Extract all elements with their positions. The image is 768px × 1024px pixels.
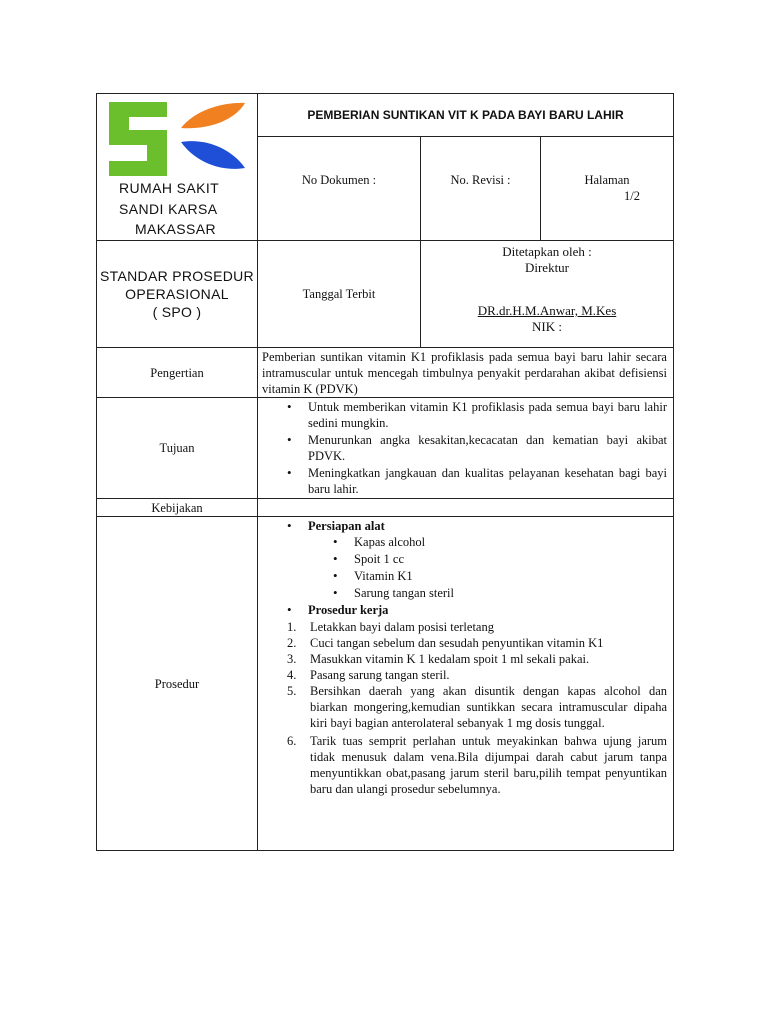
kebijakan-label: Kebijakan [97, 499, 258, 517]
step-number: 5. [287, 684, 297, 698]
persiapan-item: • Spoit 1 cc [354, 551, 667, 567]
hospital-name [97, 178, 257, 240]
document-title: PEMBERIAN SUNTIKAN VIT K PADA BAYI BARU LAHIR [258, 94, 674, 137]
logo-green-shape [109, 102, 167, 176]
step-text: Bersihkan daerah yang akan disuntik dengan kapas alcohol dan biarkan mongering,kemudian suntikkan secara intramuscular dipaha kiri bayi bagian anterolateral sebanyak 1 mg dosis tunggal. [310, 684, 667, 730]
signatory-name: DR.dr.H.M.Anwar, M.Kes [477, 303, 617, 318]
logo-orange-leaf [181, 103, 245, 128]
tujuan-item: • Untuk memberikan vitamin K1 profiklasis pada semua bayi baru lahir sedini mungkin. [308, 399, 673, 431]
kebijakan-text [258, 499, 674, 517]
step-text: Pasang sarung tangan steril. [310, 668, 450, 682]
logo-blue-leaf [181, 141, 245, 169]
tujuan-label: Tujuan [97, 398, 258, 499]
prosedur-content [258, 517, 674, 851]
halaman-value: 1/2 [624, 189, 640, 203]
step-text: Masukkan vitamin K 1 kedalam spoit 1 ml sekali pakai. [310, 652, 590, 666]
no-revisi-label: No. Revisi : [421, 137, 541, 241]
step-text: Letakkan bayi dalam posisi terletang [310, 620, 494, 634]
halaman-label: Halaman [584, 173, 630, 187]
pengertian-text: Pemberian suntikan vitamin K1 profiklasis pada semua bayi baru lahir secara intramuscular untuk mencegah timbulnya penyakit perdarahan akibat defisiensi vitamin K (PDVK) [258, 348, 674, 398]
step-text: Tarik tuas semprit perlahan untuk meyakinkan bahwa ujung jarum tidak menusuk dalam vena.Bila dijumpai darah cabut jarum tanpa menyuntikkan obat,pasang jarum steril baru,pilih tempat penyuntikan baru dan ulangi prosedur sebelumnya. [310, 734, 667, 796]
prosedur-steps [258, 619, 673, 797]
tujuan-item: • Meningkatkan jangkauan dan kualitas pelayanan kesehatan bagi bayi baru lahir. [308, 465, 673, 497]
step-item [287, 667, 673, 683]
tujuan-list [258, 399, 673, 497]
hospital-logo [105, 96, 247, 178]
spo-line-1: STANDAR PROSEDUR [100, 268, 254, 284]
persiapan-section [308, 518, 673, 601]
step-item [287, 651, 673, 667]
tujuan-item: • Menurunkan angka kesakitan,kecacatan dan kematian bayi akibat PDVK. [308, 432, 673, 464]
spo-title [97, 241, 258, 348]
tujuan-content [258, 398, 674, 499]
spo-line-3: ( SPO ) [152, 304, 202, 320]
persiapan-list [308, 534, 667, 601]
persiapan-title: Persiapan alat [308, 519, 385, 533]
hospital-name-line-1: RUMAH SAKIT [119, 180, 220, 196]
step-item [287, 733, 673, 797]
kerja-title: Prosedur kerja [308, 603, 389, 617]
step-number: 2. [287, 636, 297, 650]
direktur-label: Direktur [524, 260, 570, 275]
step-text: Cuci tangan sebelum dan sesudah penyuntikan vitamin K1 [310, 636, 604, 650]
kerja-section [308, 602, 673, 618]
step-item [287, 683, 673, 731]
nik-label: NIK : [532, 319, 562, 334]
persiapan-item: • Sarung tangan steril [354, 585, 667, 601]
tanggal-terbit-label: Tanggal Terbit [258, 241, 421, 348]
pengertian-label: Pengertian [97, 348, 258, 398]
spo-document-table [96, 93, 674, 851]
persiapan-item: • Kapas alcohol [354, 534, 667, 550]
hospital-name-line-2: SANDI KARSA [119, 200, 218, 217]
prosedur-sections [258, 518, 673, 618]
spo-line-2: OPERASIONAL [125, 286, 229, 302]
no-dokumen-label: No Dokumen : [258, 137, 421, 241]
step-number: 6. [287, 734, 297, 748]
halaman-cell [541, 137, 674, 241]
step-item [287, 619, 673, 635]
step-number: 4. [287, 668, 297, 682]
hospital-identity-cell [97, 94, 258, 241]
persiapan-item: • Vitamin K1 [354, 568, 667, 584]
ditetapkan-cell [421, 241, 674, 348]
step-number: 3. [287, 652, 297, 666]
hospital-name-line-3: MAKASSAR [135, 221, 216, 237]
ditetapkan-label: Ditetapkan oleh : [502, 244, 592, 259]
step-number: 1. [287, 620, 297, 634]
step-item [287, 635, 673, 651]
prosedur-label: Prosedur [97, 517, 258, 851]
